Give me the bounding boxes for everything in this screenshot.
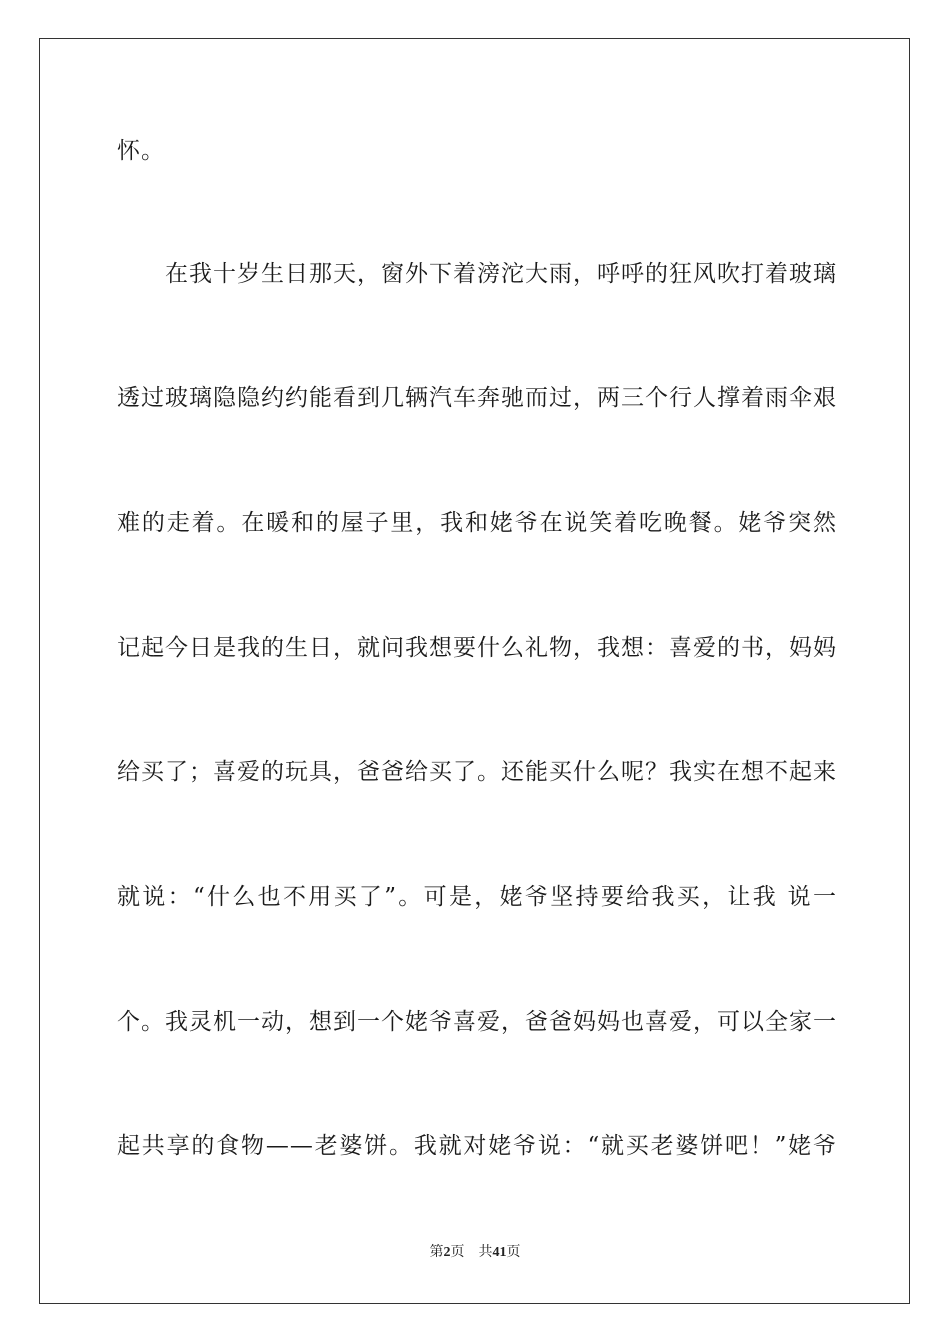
total-pages: 41 bbox=[492, 1245, 507, 1260]
page-footer bbox=[0, 1244, 950, 1262]
page-prefix: 第 bbox=[429, 1245, 444, 1260]
text-line-2: 在我十岁生日那天，窗外下着滂沱大雨，呼呼的狂风吹打着玻璃 bbox=[165, 261, 837, 287]
text-line-3: 透过玻璃隐隐约约能看到几辆汽车奔驰而过，两三个行人撑着雨伞艰 bbox=[117, 385, 837, 411]
text-line-1: 怀。 bbox=[117, 138, 165, 164]
text-line-4: 难的走着。在暖和的屋子里，我和姥爷在说笑着吃晚餐。姥爷突然 bbox=[117, 510, 837, 536]
text-line-8: 个。我灵机一动，想到一个姥爷喜爱，爸爸妈妈也喜爱，可以全家一 bbox=[117, 1009, 837, 1035]
page-suffix: 页 bbox=[450, 1245, 465, 1260]
page-number: 2 bbox=[443, 1245, 451, 1260]
text-line-7: 就说：“什么也不用买了”。可是，姥爷坚持要给我买，让我 说一 bbox=[117, 884, 837, 910]
text-line-6: 给买了；喜爱的玩具，爸爸给买了。还能买什么呢？我实在想不起来 bbox=[117, 759, 837, 785]
page-border bbox=[39, 38, 910, 1304]
text-line-5: 记起今日是我的生日，就问我想要什么礼物，我想：喜爱的书，妈妈 bbox=[117, 635, 837, 661]
text-line-9: 起共享的食物——老婆饼。我就对姥爷说：“就买老婆饼吧！”姥爷 bbox=[117, 1133, 837, 1159]
total-suffix: 页 bbox=[506, 1245, 521, 1260]
total-prefix: 共 bbox=[478, 1245, 493, 1260]
